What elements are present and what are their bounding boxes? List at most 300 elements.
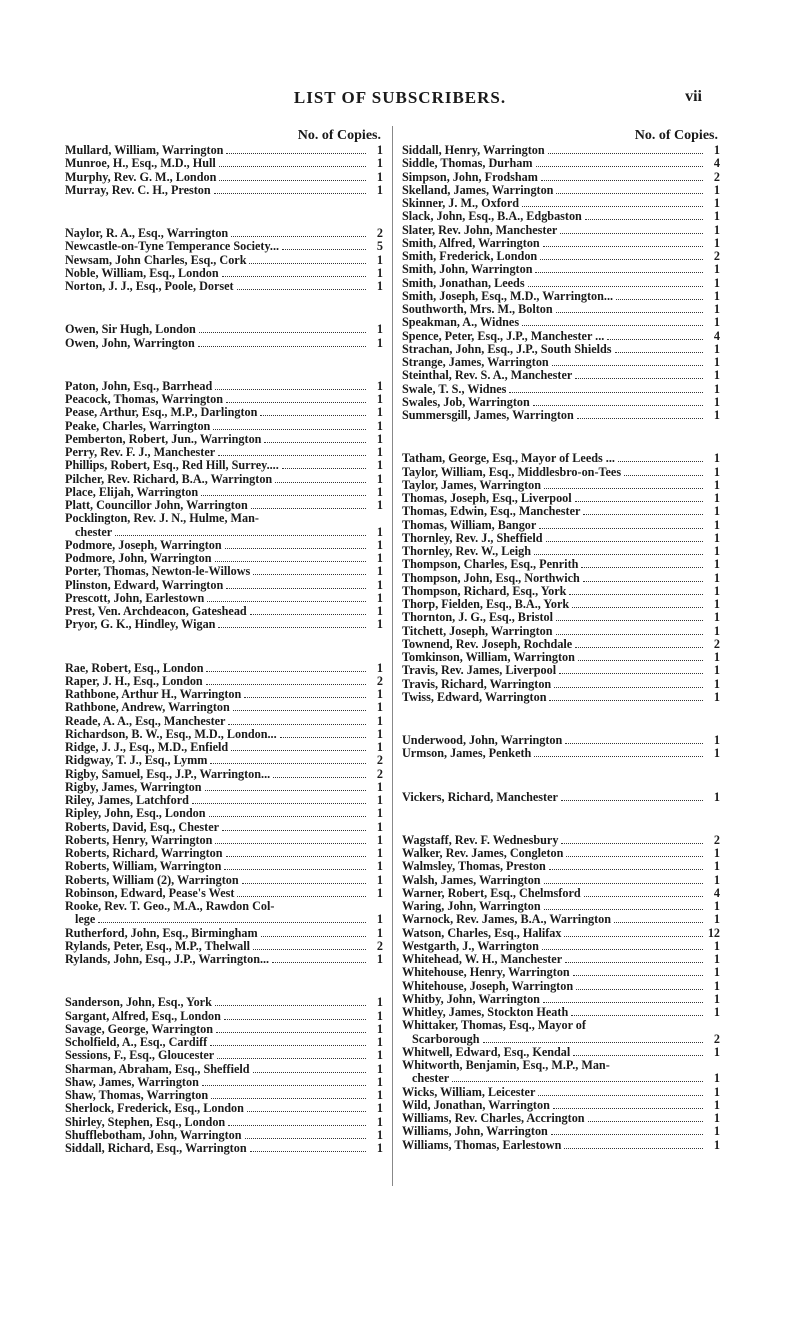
- copies-count: 1: [376, 833, 383, 847]
- dot-leader: [282, 468, 366, 469]
- copies-count: 1: [713, 939, 720, 953]
- subscriber-entry: [402, 466, 720, 479]
- copies-count: 1: [376, 393, 383, 406]
- subscriber-entry: [65, 473, 383, 486]
- copies-count: 1: [376, 714, 383, 728]
- copies-count: 1: [376, 266, 383, 280]
- subscriber-name: Podmore, Joseph, Warrington: [65, 538, 222, 552]
- copies-count: 2: [713, 1032, 720, 1046]
- dot-leader: [247, 1111, 366, 1112]
- dot-leader: [583, 514, 703, 515]
- subscriber-entry: [402, 197, 720, 210]
- subscriber-name: Thornley, Rev. J., Sheffield: [402, 531, 543, 545]
- dot-leader: [483, 1042, 704, 1043]
- copies-count: 1: [376, 1036, 383, 1049]
- copies-count: 1: [376, 618, 383, 632]
- dot-leader: [280, 737, 366, 738]
- dot-leader: [253, 949, 366, 950]
- subscriber-name: Rigby, James, Warrington: [65, 780, 202, 794]
- subscriber-entry: [402, 1059, 720, 1072]
- dot-leader: [272, 962, 366, 963]
- subscriber-name: Summersgill, James, Warrington: [402, 409, 574, 422]
- dot-leader: [569, 594, 703, 595]
- copies-count: 2: [376, 939, 383, 953]
- subscriber-name: Pryor, G. K., Hindley, Wigan: [65, 618, 216, 632]
- dot-leader: [571, 1015, 703, 1016]
- subscriber-name: Murphy, Rev. G. M., London: [65, 170, 217, 184]
- subscriber-name: Shaw, James, Warrington: [65, 1075, 199, 1089]
- subscriber-name: Podmore, John, Warrington: [65, 552, 212, 565]
- subscriber-entry: [402, 664, 720, 677]
- subscriber-group: [65, 144, 383, 197]
- subscriber-group: [65, 996, 383, 1155]
- subscriber-name: Thompson, Charles, Esq., Penrith: [402, 558, 579, 572]
- subscriber-name: Urmson, James, Penketh: [402, 747, 532, 761]
- dot-leader: [233, 710, 366, 711]
- subscriber-name: Smith, John, Warrington: [402, 263, 533, 277]
- subscriber-name: Skelland, James, Warrington: [402, 183, 554, 197]
- subscriber-name: chester: [75, 525, 113, 539]
- copies-count: 2: [376, 767, 383, 781]
- subscriber-entry: [65, 526, 383, 539]
- subscriber-name: Peake, Charles, Warrington: [65, 419, 211, 433]
- copies-count: 1: [376, 1142, 383, 1155]
- dot-leader: [261, 936, 366, 937]
- dot-leader: [222, 276, 366, 277]
- subscriber-entry: [65, 741, 383, 754]
- copies-count: 1: [713, 1138, 720, 1152]
- subscriber-entry: [65, 1036, 383, 1049]
- subscriber-entry: [65, 913, 383, 926]
- dot-leader: [217, 1058, 366, 1059]
- subscriber-name: Travis, Rev. James, Liverpool: [402, 664, 557, 678]
- subscriber-entry: [65, 499, 383, 512]
- copies-count: 1: [713, 1098, 720, 1112]
- dot-leader: [549, 700, 703, 701]
- subscriber-entry: [402, 927, 720, 940]
- dot-leader: [210, 1045, 366, 1046]
- subscriber-name: Richardson, B. W., Esq., M.D., London...: [65, 727, 277, 741]
- subscriber-entry: [402, 277, 720, 290]
- dot-leader: [538, 1095, 703, 1096]
- subscriber-entry: [65, 618, 383, 631]
- subscriber-entry: [402, 343, 720, 356]
- copies-count: 1: [376, 820, 383, 834]
- dot-leader: [566, 856, 703, 857]
- dot-leader: [253, 574, 366, 575]
- subscriber-entry: [65, 900, 383, 913]
- subscriber-name: chester: [412, 1072, 450, 1086]
- copies-count: 4: [713, 157, 720, 171]
- copies-count: 1: [713, 1072, 720, 1086]
- subscriber-name: Thornton, J. G., Esq., Bristol: [402, 611, 554, 625]
- subscriber-entry: [65, 675, 383, 688]
- copies-count: 1: [713, 342, 720, 356]
- dot-leader: [581, 567, 703, 568]
- subscriber-entry: [65, 874, 383, 887]
- dot-leader: [213, 429, 366, 430]
- copies-count: 1: [713, 382, 720, 396]
- copies-count: 1: [713, 900, 720, 913]
- subscriber-entry: [65, 512, 383, 525]
- subscriber-name: Ridge, J. J., Esq., M.D., Enfield: [65, 741, 229, 754]
- subscriber-entry: [65, 565, 383, 578]
- dot-leader: [222, 830, 366, 831]
- group-spacer: [402, 704, 720, 734]
- copies-count: 1: [376, 419, 383, 433]
- copies-count: 2: [713, 833, 720, 847]
- copies-count: 1: [713, 584, 720, 598]
- subscriber-entry: [402, 900, 720, 913]
- dot-leader: [565, 743, 703, 744]
- dot-leader: [202, 1085, 366, 1086]
- copies-count: 1: [376, 1075, 383, 1089]
- subscriber-name: Rae, Robert, Esq., London: [65, 661, 204, 675]
- copies-count: 1: [713, 979, 720, 993]
- subscriber-name: Steinthal, Rev. S. A., Manchester: [402, 369, 573, 383]
- subscriber-name: Thornley, Rev. W., Leigh: [402, 545, 532, 558]
- copies-count: 1: [713, 395, 720, 409]
- subscriber-name: Whitehouse, Henry, Warrington: [402, 966, 570, 980]
- copies-count: 1: [713, 611, 720, 625]
- dot-leader: [452, 1081, 703, 1082]
- dot-leader: [231, 236, 366, 237]
- subscriber-name: Rigby, Samuel, Esq., J.P., Warrington...: [65, 767, 271, 781]
- dot-leader: [251, 508, 366, 509]
- subscriber-entry: [402, 1125, 720, 1138]
- dot-leader: [540, 259, 703, 260]
- subscriber-entry: [65, 280, 383, 293]
- subscriber-entry: [65, 1129, 383, 1142]
- subscriber-name: Williams, Thomas, Earlestown: [402, 1138, 562, 1152]
- copies-count: 4: [713, 329, 720, 343]
- subscriber-name: Sargant, Alfred, Esq., London: [65, 1009, 221, 1023]
- subscriber-column-right: [402, 128, 720, 1152]
- subscriber-entry: [402, 290, 720, 303]
- dot-leader: [614, 922, 703, 923]
- copies-count: 1: [376, 1049, 383, 1063]
- subscriber-groups: [65, 144, 383, 1155]
- copies-count: 1: [713, 289, 720, 303]
- dot-leader: [260, 415, 366, 416]
- dot-leader: [549, 869, 703, 870]
- subscriber-entry: [65, 1063, 383, 1076]
- subscriber-name: Wagstaff, Rev. F. Wednesbury: [402, 833, 559, 847]
- subscriber-name: Williams, Rev. Charles, Accrington: [402, 1112, 585, 1125]
- subscriber-entry: [402, 250, 720, 263]
- dot-leader: [559, 673, 703, 674]
- dot-leader: [219, 180, 366, 181]
- subscriber-name: Townend, Rev. Joseph, Rochdale: [402, 637, 573, 651]
- subscriber-entry: [402, 519, 720, 532]
- subscriber-entry: [402, 747, 720, 760]
- subscriber-entry: [65, 240, 383, 253]
- subscriber-name: Shirley, Stephen, Esq., London: [65, 1115, 226, 1129]
- subscriber-entry: [402, 678, 720, 691]
- copies-count: 2: [376, 674, 383, 688]
- copies-count: 1: [713, 236, 720, 250]
- subscriber-group: [402, 734, 720, 761]
- subscriber-entry: [65, 860, 383, 873]
- dot-leader: [576, 989, 703, 990]
- copies-count: 1: [376, 1115, 383, 1129]
- subscriber-name: Slater, Rev. John, Manchester: [402, 223, 558, 237]
- subscriber-name: Ridgway, T. J., Esq., Lymm: [65, 754, 208, 768]
- subscriber-name: Newsam, John Charles, Esq., Cork: [65, 253, 247, 267]
- dot-leader: [534, 554, 703, 555]
- dot-leader: [577, 418, 703, 419]
- dot-leader: [225, 548, 366, 549]
- column-divider: [392, 126, 393, 1186]
- subscriber-name: Pilcher, Rev. Richard, B.A., Warrington: [65, 472, 273, 486]
- subscriber-entry: [65, 688, 383, 701]
- subscriber-entry: [402, 585, 720, 598]
- copies-count: 1: [376, 406, 383, 420]
- group-spacer: [402, 804, 720, 834]
- copies-count: 1: [376, 379, 383, 393]
- subscriber-entry: [402, 966, 720, 979]
- dot-leader: [215, 561, 367, 562]
- dot-leader: [565, 962, 703, 963]
- dot-leader: [578, 660, 703, 661]
- dot-leader: [548, 153, 703, 154]
- copies-count: 1: [376, 459, 383, 473]
- subscriber-entry: [65, 1049, 383, 1062]
- subscriber-name: Place, Elijah, Warrington: [65, 485, 199, 499]
- subscriber-name: Strange, James, Warrington: [402, 356, 549, 369]
- subscriber-entry: [65, 887, 383, 900]
- subscriber-name: Savage, George, Warrington: [65, 1022, 214, 1036]
- copies-count: 1: [713, 478, 720, 492]
- dot-leader: [231, 750, 366, 751]
- subscriber-entry: [65, 1076, 383, 1089]
- subscriber-entry: [65, 433, 383, 446]
- dot-leader: [215, 389, 366, 390]
- copies-count: 1: [376, 701, 383, 715]
- copies-count: 1: [376, 538, 383, 552]
- subscriber-entry: [402, 263, 720, 276]
- dot-leader: [584, 896, 703, 897]
- copies-count: 1: [713, 531, 720, 545]
- subscriber-entry: [65, 337, 383, 350]
- dot-leader: [624, 475, 703, 476]
- subscriber-name: Thorp, Fielden, Esq., B.A., York: [402, 598, 570, 611]
- subscriber-name: Peacock, Thomas, Warrington: [65, 393, 223, 406]
- subscriber-group: [65, 662, 383, 967]
- subscriber-entry: [402, 171, 720, 184]
- subscriber-entry: [65, 1089, 383, 1102]
- dot-leader: [282, 249, 366, 250]
- subscriber-name: Roberts, William, Warrington: [65, 860, 222, 874]
- group-spacer: [65, 350, 383, 380]
- subscriber-name: Roberts, William (2), Warrington: [65, 873, 239, 887]
- subscriber-entry: [402, 237, 720, 250]
- dot-leader: [522, 206, 703, 207]
- copies-count: 1: [376, 253, 383, 267]
- dot-leader: [607, 339, 703, 340]
- copies-count: 1: [376, 323, 383, 337]
- subscriber-entry: [65, 420, 383, 433]
- dot-leader: [616, 299, 703, 300]
- subscriber-group: [402, 834, 720, 1152]
- dot-leader: [542, 949, 703, 950]
- subscriber-name: Westgarth, J., Warrington: [402, 939, 539, 953]
- subscriber-entry: [65, 380, 383, 393]
- subscriber-entry: [402, 1099, 720, 1112]
- dot-leader: [237, 289, 366, 290]
- dot-leader: [98, 922, 366, 923]
- dot-leader: [207, 601, 366, 602]
- dot-leader: [226, 153, 366, 154]
- subscriber-name: Mullard, William, Warrington: [65, 144, 224, 157]
- subscriber-name: Paton, John, Esq., Barrhead: [65, 379, 213, 393]
- subscriber-entry: [65, 701, 383, 714]
- dot-leader: [273, 777, 366, 778]
- dot-leader: [544, 883, 703, 884]
- subscriber-name: Scarborough: [412, 1032, 480, 1046]
- group-spacer: [65, 197, 383, 227]
- dot-leader: [588, 1121, 703, 1122]
- subscriber-entry: [402, 144, 720, 157]
- dot-leader: [205, 790, 366, 791]
- copies-count: 1: [376, 565, 383, 579]
- copies-count: 1: [713, 1125, 720, 1139]
- subscriber-name: Rathbone, Andrew, Warrington: [65, 701, 230, 715]
- column-heading: No. of Copies.: [634, 128, 718, 143]
- subscriber-entry: [65, 940, 383, 953]
- copies-count: 1: [713, 873, 720, 887]
- subscriber-name: Tomkinson, William, Warrington: [402, 651, 575, 664]
- subscriber-entry: [402, 184, 720, 197]
- subscriber-name: Whitley, James, Stockton Heath: [402, 1006, 569, 1019]
- dot-leader: [199, 332, 366, 333]
- copies-count: 1: [713, 747, 720, 761]
- dot-leader: [543, 246, 703, 247]
- subscriber-name: Spence, Peter, Esq., J.P., Manchester ...: [402, 329, 605, 343]
- subscriber-name: Walker, Rev. James, Congleton: [402, 847, 564, 860]
- subscriber-entry: [402, 545, 720, 558]
- dot-leader: [509, 392, 703, 393]
- subscriber-name: Smith, Alfred, Warrington: [402, 236, 540, 250]
- copies-count: 1: [713, 144, 720, 157]
- subscriber-entry: [402, 791, 720, 804]
- subscriber-name: Watson, Charles, Esq., Halifax: [402, 926, 562, 940]
- subscriber-entry: [65, 662, 383, 675]
- subscriber-name: Owen, John, Warrington: [65, 336, 195, 350]
- subscriber-entry: [402, 847, 720, 860]
- subscriber-name: Prest, Ven. Archdeacon, Gateshead: [65, 605, 247, 618]
- subscriber-name: Taylor, William, Esq., Middlesbro-on-Tees: [402, 465, 622, 479]
- subscriber-entry: [402, 224, 720, 237]
- copies-count: 1: [713, 677, 720, 691]
- subscriber-entry: [402, 734, 720, 747]
- subscriber-name: Whitby, John, Warrington: [402, 992, 540, 1006]
- subscriber-name: Rylands, Peter, Esq., M.P., Thelwall: [65, 939, 250, 953]
- copies-count: 2: [376, 754, 383, 768]
- subscriber-name: Whitehead, W. H., Manchester: [402, 953, 563, 966]
- subscriber-name: Ripley, John, Esq., London: [65, 807, 206, 821]
- copies-count: 1: [376, 913, 383, 927]
- column-heading: No. of Copies.: [297, 128, 381, 143]
- subscriber-group: [65, 227, 383, 293]
- copies-count: 1: [376, 741, 383, 754]
- subscriber-entry: [65, 715, 383, 728]
- subscriber-entry: [402, 1086, 720, 1099]
- dot-leader: [551, 1134, 703, 1135]
- subscriber-name: Sharman, Abraham, Esq., Sheffield: [65, 1062, 250, 1076]
- subscriber-entry: [402, 874, 720, 887]
- dot-leader: [539, 528, 703, 529]
- dot-leader: [218, 627, 366, 628]
- copies-count: 1: [713, 492, 720, 505]
- subscriber-entry: [402, 1033, 720, 1046]
- dot-leader: [522, 325, 703, 326]
- subscriber-entry: [402, 409, 720, 422]
- subscriber-name: Smith, Jonathan, Leeds: [402, 276, 525, 290]
- dot-leader: [561, 843, 703, 844]
- dot-leader: [585, 219, 703, 220]
- subscriber-entry: [402, 860, 720, 873]
- subscriber-entry: [65, 552, 383, 565]
- subscriber-name: Munroe, H., Esq., M.D., Hull: [65, 157, 216, 171]
- subscriber-name: Strachan, John, Esq., J.P., South Shields: [402, 342, 612, 356]
- copies-count: 12: [707, 926, 720, 940]
- subscriber-group: [402, 791, 720, 804]
- group-spacer: [65, 293, 383, 323]
- subscriber-name: Williams, John, Warrington: [402, 1125, 548, 1139]
- subscriber-entry: [402, 691, 720, 704]
- subscriber-group: [402, 144, 720, 422]
- subscriber-entry: [65, 807, 383, 820]
- dot-leader: [218, 455, 366, 456]
- subscriber-name: Smith, Frederick, London: [402, 250, 538, 263]
- dot-leader: [553, 1108, 703, 1109]
- subscriber-entry: [65, 539, 383, 552]
- copies-count: 1: [713, 1112, 720, 1125]
- copies-count: 1: [376, 432, 383, 446]
- copies-count: 1: [376, 485, 383, 499]
- subscriber-entry: [402, 572, 720, 585]
- dot-leader: [216, 1032, 366, 1033]
- dot-leader: [615, 352, 703, 353]
- subscriber-entry: [402, 396, 720, 409]
- dot-leader: [534, 756, 703, 757]
- subscriber-name: Southworth, Mrs. M., Bolton: [402, 303, 553, 316]
- copies-count: 1: [376, 1062, 383, 1076]
- dot-leader: [264, 442, 366, 443]
- dot-leader: [536, 166, 704, 167]
- subscriber-name: Perry, Rev. F. J., Manchester: [65, 446, 216, 459]
- subscriber-name: Sherlock, Frederick, Esq., London: [65, 1102, 244, 1116]
- copies-count: 1: [713, 409, 720, 422]
- copies-count: 1: [376, 847, 383, 860]
- copies-count: 1: [376, 170, 383, 184]
- copies-count: 1: [713, 303, 720, 316]
- dot-leader: [198, 346, 366, 347]
- dot-leader: [210, 763, 366, 764]
- dot-leader: [618, 461, 703, 462]
- subscriber-name: Whitwell, Edward, Esq., Kendal: [402, 1045, 571, 1059]
- subscriber-entry: [65, 184, 383, 197]
- dot-leader: [564, 1148, 703, 1149]
- subscriber-name: Smith, Joseph, Esq., M.D., Warrington...: [402, 289, 614, 303]
- dot-leader: [237, 896, 366, 897]
- subscriber-name: Thompson, John, Esq., Northwich: [402, 571, 580, 585]
- dot-leader: [556, 193, 703, 194]
- subscriber-name: Wicks, William, Leicester: [402, 1085, 536, 1099]
- subscriber-entry: [402, 953, 720, 966]
- copies-count: 1: [713, 913, 720, 927]
